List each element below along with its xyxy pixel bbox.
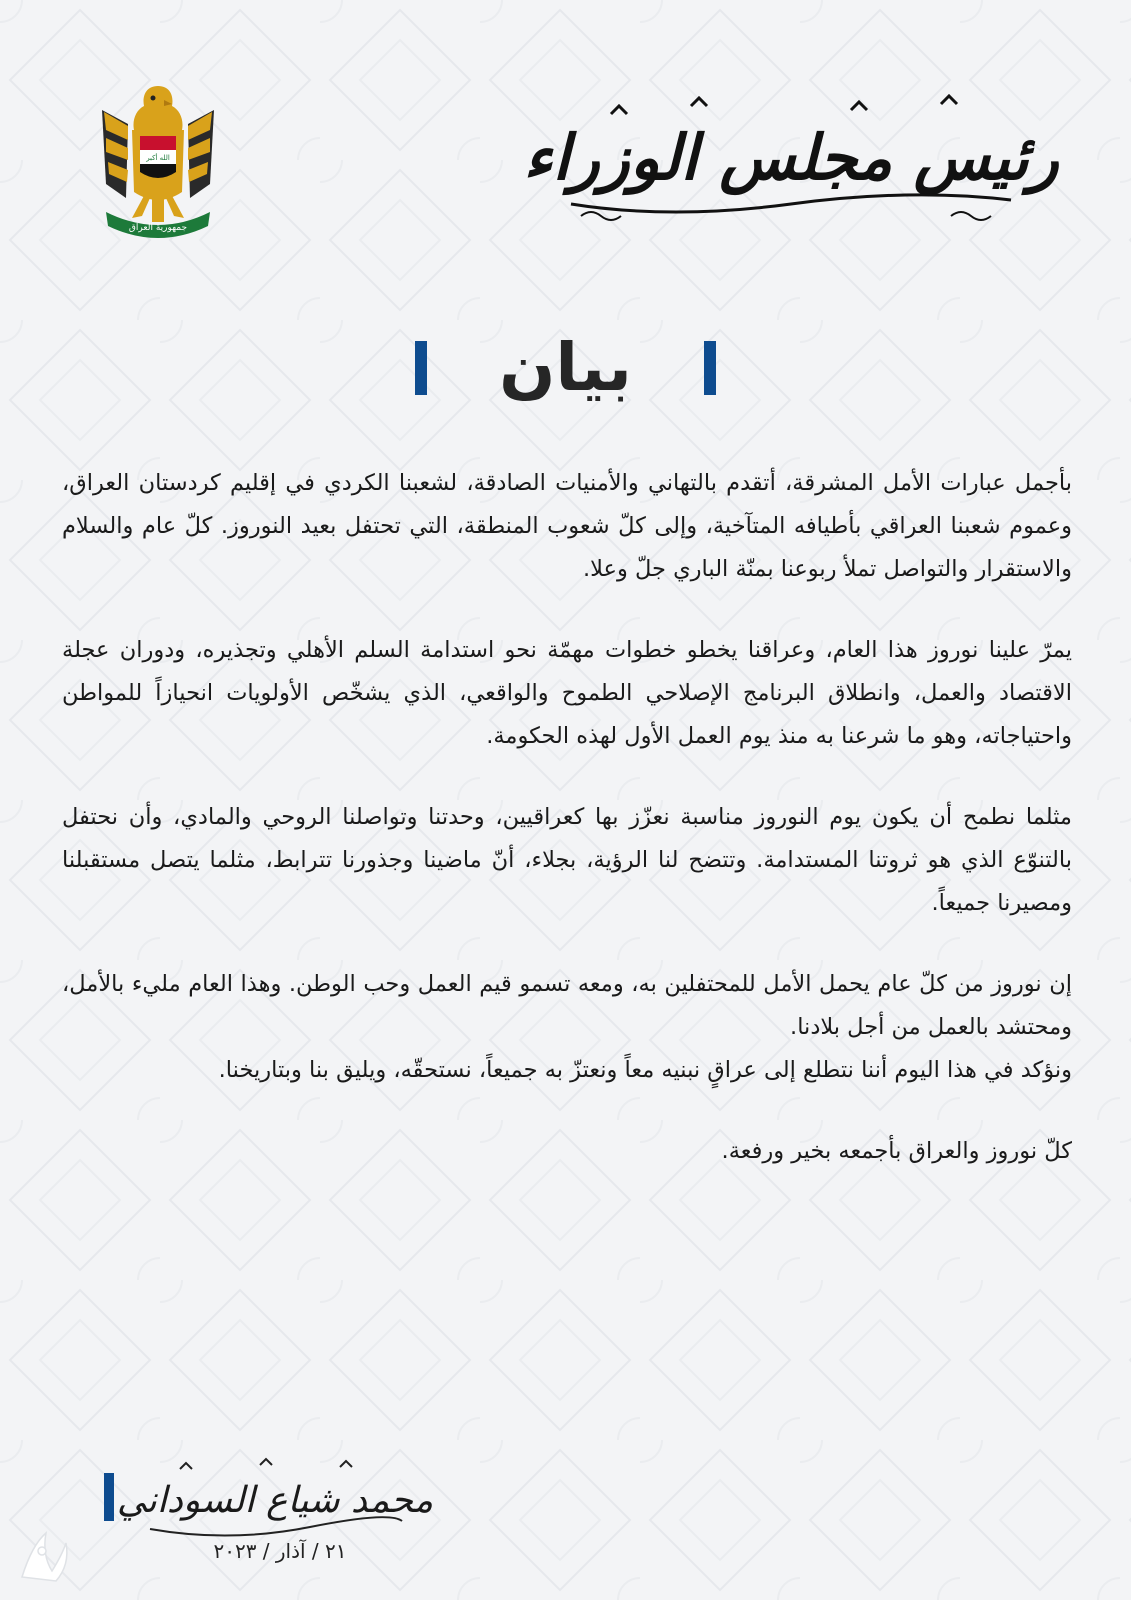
document-title: بيان bbox=[499, 329, 632, 406]
ina-watermark-icon bbox=[12, 1525, 74, 1587]
office-title-text: رئيس مجلس الوزراء bbox=[523, 120, 1059, 194]
paragraph-2: يمرّ علينا نوروز هذا العام، وعراقنا يخطو خطوات مهمّة نحو استدامة السلم الأهلي وتجذيره، ودوران عجلة الاقتصاد والعمل، وانطلاق البرنامج الإصلاحي الطموح والواقعي، الذي يشخّص الأولويات انحيازاً للمواطن واحتياجاته، وهو ما شرعنا به منذ يوم العمل الأول لهذه الحكومة. bbox=[62, 637, 1072, 749]
closing-line: كلّ نوروز والعراق بأجمعه بخير ورفعة. bbox=[721, 1138, 1072, 1164]
emblem-motto: الله أكبر bbox=[146, 154, 170, 162]
paragraph-1: بأجمل عبارات الأمل المشرقة، أتقدم بالتهاني والأمنيات الصادقة، لشعبنا الكردي في إقليم كردستان العراق، وعموم شعبنا العراقي بأطيافه المتآخية، وإلى كلّ شعوب المنطقة، التي تحتفل بعيد النوروز. كلّ عام والسلام والاستقرار والتواصل تملأ ربوعنا بمنّة الباري جلّ وعلا. bbox=[62, 470, 1072, 582]
signature-block bbox=[100, 1455, 434, 1565]
statement-body bbox=[62, 462, 1072, 1211]
calligraphy-flourish-icon bbox=[551, 92, 1031, 222]
document-heading bbox=[0, 318, 1131, 418]
signature-accent-bar bbox=[104, 1473, 114, 1521]
signature-name: محمد شياع السوداني bbox=[116, 1479, 434, 1521]
heading-accent-bar-right bbox=[704, 341, 716, 395]
office-title bbox=[523, 92, 1059, 222]
paragraph-5: ونؤكد في هذا اليوم أننا نتطلع إلى عراقٍ نبنيه معاً ونعتزّ به جميعاً، نستحقّه، ويليق بنا وبتاريخنا. bbox=[218, 1057, 1072, 1083]
heading-accent-bar-left bbox=[415, 341, 427, 395]
iraq-coat-of-arms-icon bbox=[92, 80, 224, 245]
emblem-ribbon-text: جمهورية العراق bbox=[128, 223, 188, 233]
paragraph-3: مثلما نطمح أن يكون يوم النوروز مناسبة نعزّز بها كعراقيين، وحدتنا وتواصلنا الروحي والمادي، وأن نحتفل بالتنوّع الذي هو ثروتنا المستدامة. وتتضح لنا الرؤية، بجلاء، أنّ ماضينا وجذورنا تترابط، مثلما يتصل مستقبلنا ومصيرنا جميعاً. bbox=[62, 804, 1072, 916]
paragraph-4: إن نوروز من كلّ عام يحمل الأمل للمحتفلين به، ومعه تسمو قيم العمل وحب الوطن. وهذا العام مليء بالأمل، ومحتشد بالعمل من أجل بلادنا. bbox=[62, 971, 1072, 1040]
signature-date: ٢١ / آذار / ٢٠٢٣ bbox=[213, 1539, 347, 1563]
